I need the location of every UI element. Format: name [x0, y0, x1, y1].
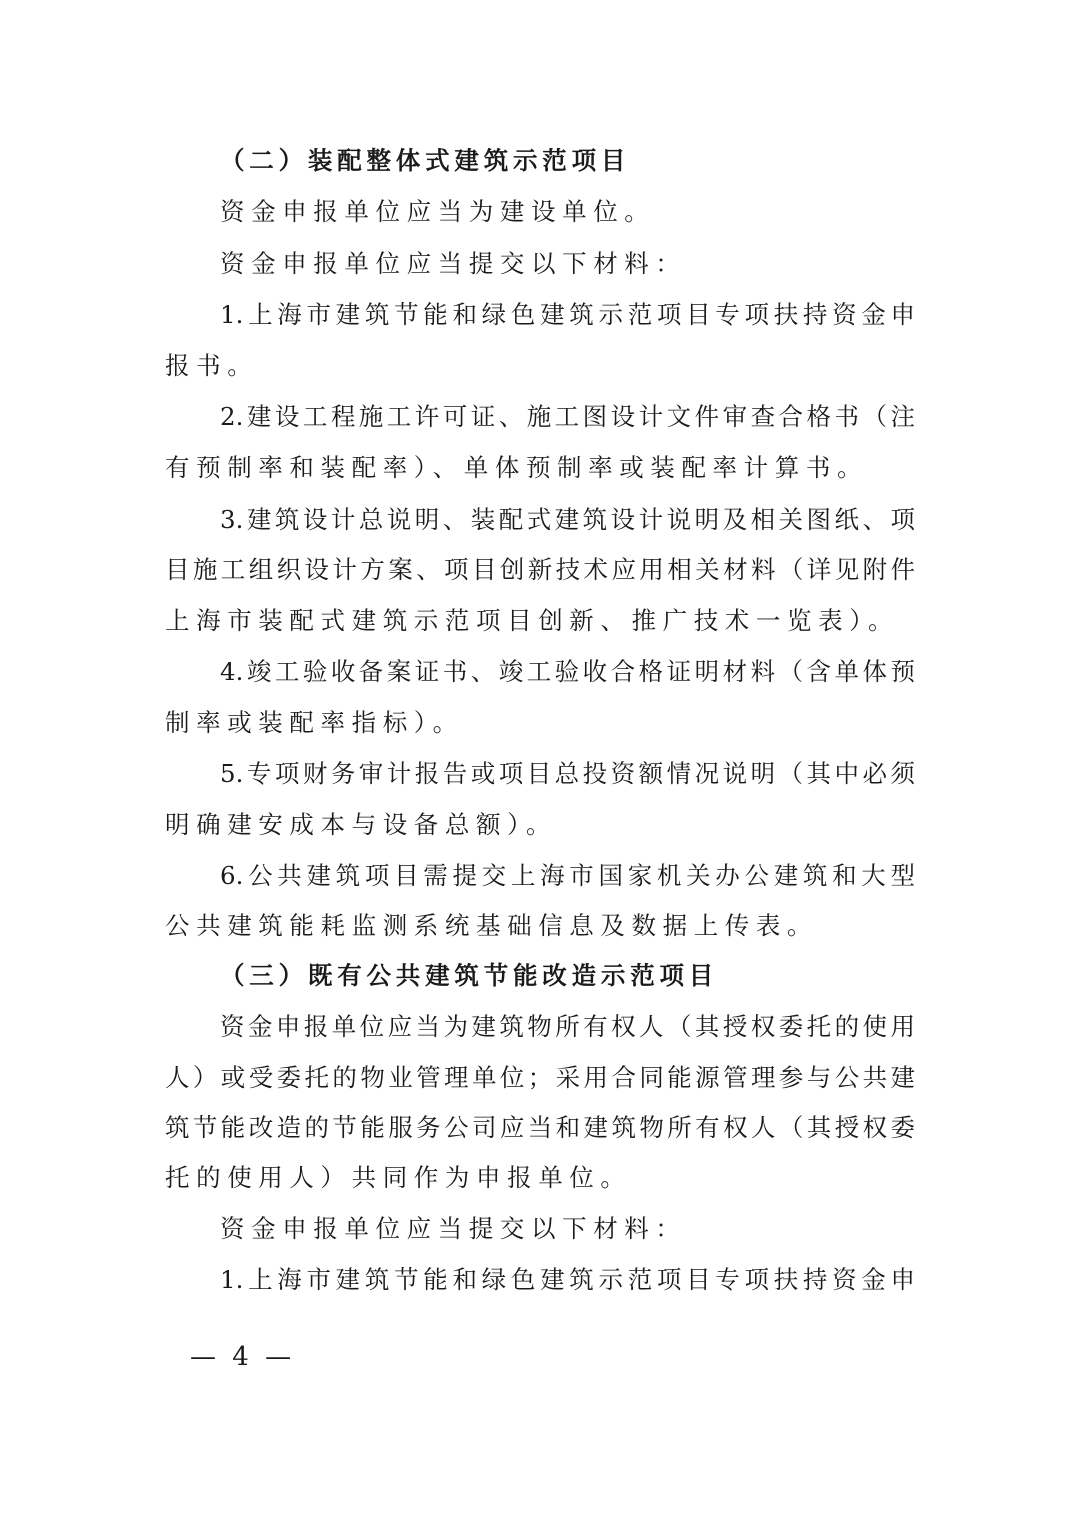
- paragraph-line: 资金申报单位应当为建设单位。: [220, 197, 656, 226]
- list-item-line: 1.上海市建筑节能和绿色建筑示范项目专项扶持资金申: [220, 300, 915, 329]
- list-item-line: 3.建筑设计总说明、装配式建筑设计说明及相关图纸、项: [220, 505, 915, 534]
- list-item-line: 目施工组织设计方案、项目创新技术应用相关材料（详见附件: [165, 555, 915, 584]
- list-item-line: 4.竣工验收备案证书、竣工验收合格证明材料（含单体预: [220, 657, 915, 686]
- page-number: — 4 —: [190, 1342, 296, 1372]
- section-heading-2: （二）装配整体式建筑示范项目: [220, 146, 631, 175]
- list-item-line: 上海市装配式建筑示范项目创新、推广技术一览表）。: [165, 606, 900, 635]
- list-item-line: 1.上海市建筑节能和绿色建筑示范项目专项扶持资金申: [220, 1265, 915, 1294]
- list-item-line: 有预制率和装配率）、单体预制率或装配率计算书。: [165, 453, 869, 482]
- list-item-line: 公共建筑能耗监测系统基础信息及数据上传表。: [165, 911, 819, 940]
- list-item-line: 5.专项财务审计报告或项目总投资额情况说明（其中必须: [220, 759, 915, 788]
- section-heading-3: （三）既有公共建筑节能改造示范项目: [220, 961, 719, 990]
- paragraph-line: 托的使用人）共同作为申报单位。: [165, 1163, 632, 1192]
- paragraph-line: 资金申报单位应当提交以下材料：: [220, 249, 687, 278]
- list-item-line: 制率或装配率指标）。: [165, 708, 464, 737]
- list-item-line: 2.建设工程施工许可证、施工图设计文件审查合格书（注: [220, 402, 915, 431]
- paragraph-line: 资金申报单位应当提交以下材料：: [220, 1214, 687, 1243]
- paragraph-line: 人）或受委托的物业管理单位；采用合同能源管理参与公共建: [165, 1063, 915, 1092]
- list-item-line: 6.公共建筑项目需提交上海市国家机关办公建筑和大型: [220, 861, 915, 890]
- paragraph-line: 筑节能改造的节能服务公司应当和建筑物所有权人（其授权委: [165, 1113, 915, 1142]
- list-item-line: 明确建安成本与设备总额）。: [165, 810, 558, 839]
- paragraph-line: 资金申报单位应当为建筑物所有权人（其授权委托的使用: [220, 1012, 915, 1041]
- list-item-line: 报书。: [165, 351, 259, 380]
